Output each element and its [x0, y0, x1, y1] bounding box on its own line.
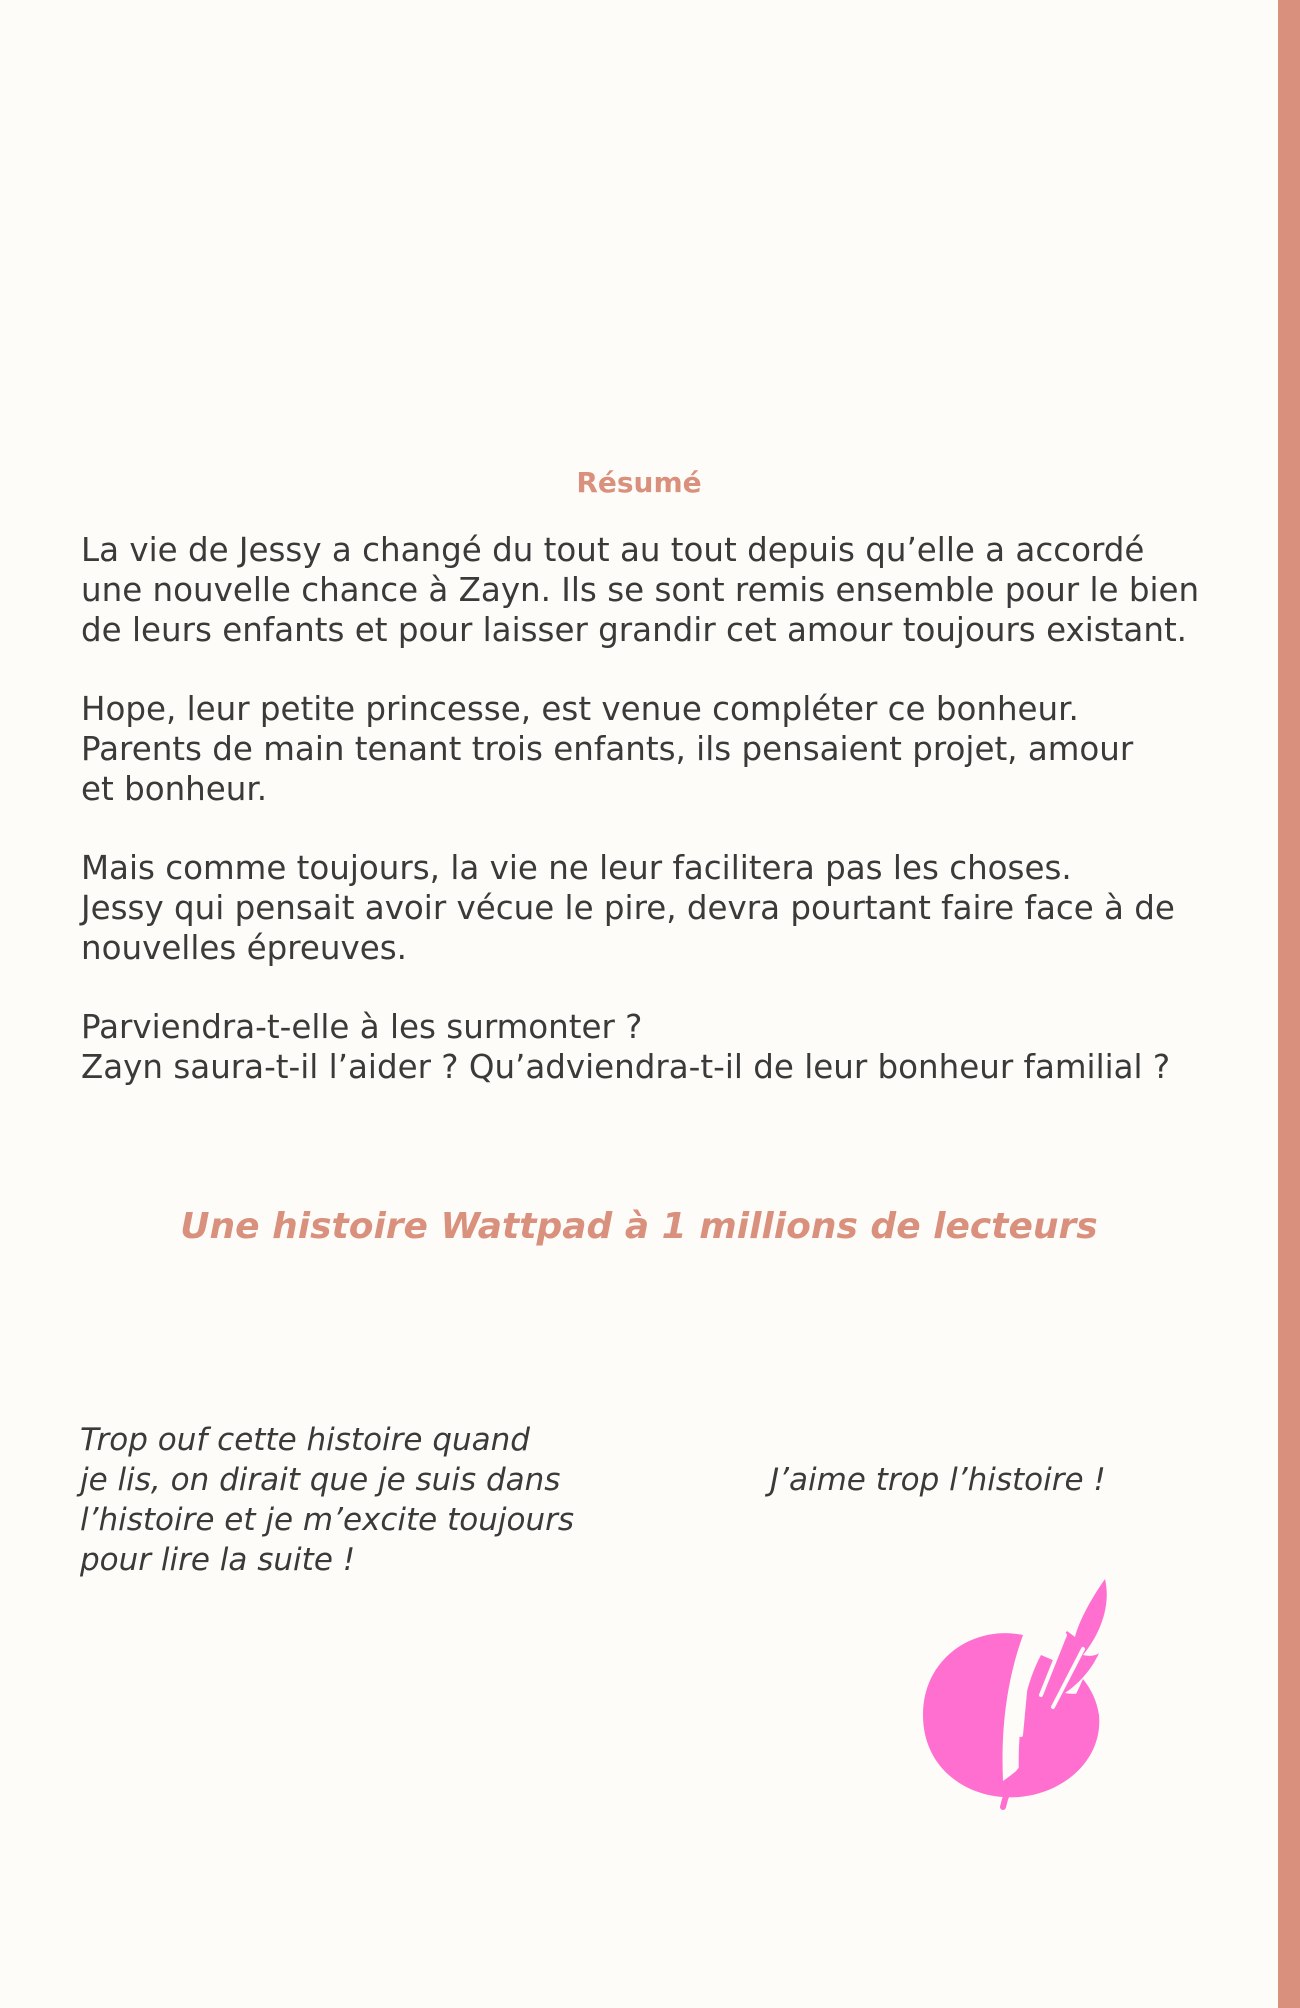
summary-text	[81, 530, 1221, 1126]
review-line: je lis, on dirait que je suis dans	[80, 1462, 561, 1498]
summary-paragraph	[81, 848, 1221, 968]
summary-paragraph	[81, 530, 1221, 650]
summary-line: une nouvelle chance à Zayn. Ils se sont remis ensemble pour le bien	[81, 571, 1200, 609]
summary-line: de leurs enfants et pour laisser grandir cet amour toujours existant.	[81, 611, 1188, 649]
summary-line: Jessy qui pensait avoir vécue le pire, devra pourtant faire face à de	[81, 889, 1175, 927]
review-line: pour lire la suite !	[80, 1542, 356, 1578]
summary-line: Zayn saura-t-il l’aider ? Qu’adviendra-t-il de leur bonheur familial ?	[81, 1048, 1171, 1086]
summary-line: Mais comme toujours, la vie ne leur facilitera pas les choses.	[81, 849, 1072, 887]
feather-circle-logo-icon	[915, 1575, 1115, 1815]
reader-review-left	[80, 1420, 640, 1580]
summary-paragraph	[81, 689, 1221, 809]
summary-line: Parents de main tenant trois enfants, ils pensaient projet, amour	[81, 730, 1134, 768]
wattpad-tagline: Une histoire Wattpad à 1 millions de lecteurs	[180, 1206, 1098, 1247]
summary-line: Hope, leur petite princesse, est venue compléter ce bonheur.	[81, 690, 1079, 728]
summary-paragraph	[81, 1007, 1221, 1087]
summary-line: Parviendra-t-elle à les surmonter ?	[81, 1008, 643, 1046]
summary-line: nouvelles épreuves.	[81, 929, 407, 967]
review-line: l’histoire et je m’excite toujours	[80, 1502, 575, 1538]
summary-line: et bonheur.	[81, 770, 268, 808]
reader-review-right: J’aime trop l’histoire !	[770, 1462, 1106, 1498]
summary-heading: Résumé	[576, 466, 702, 499]
book-spine-stripe	[1278, 0, 1300, 2008]
review-line: Trop ouf cette histoire quand	[80, 1422, 530, 1458]
summary-line: La vie de Jessy a changé du tout au tout depuis qu’elle a accordé	[81, 531, 1145, 569]
